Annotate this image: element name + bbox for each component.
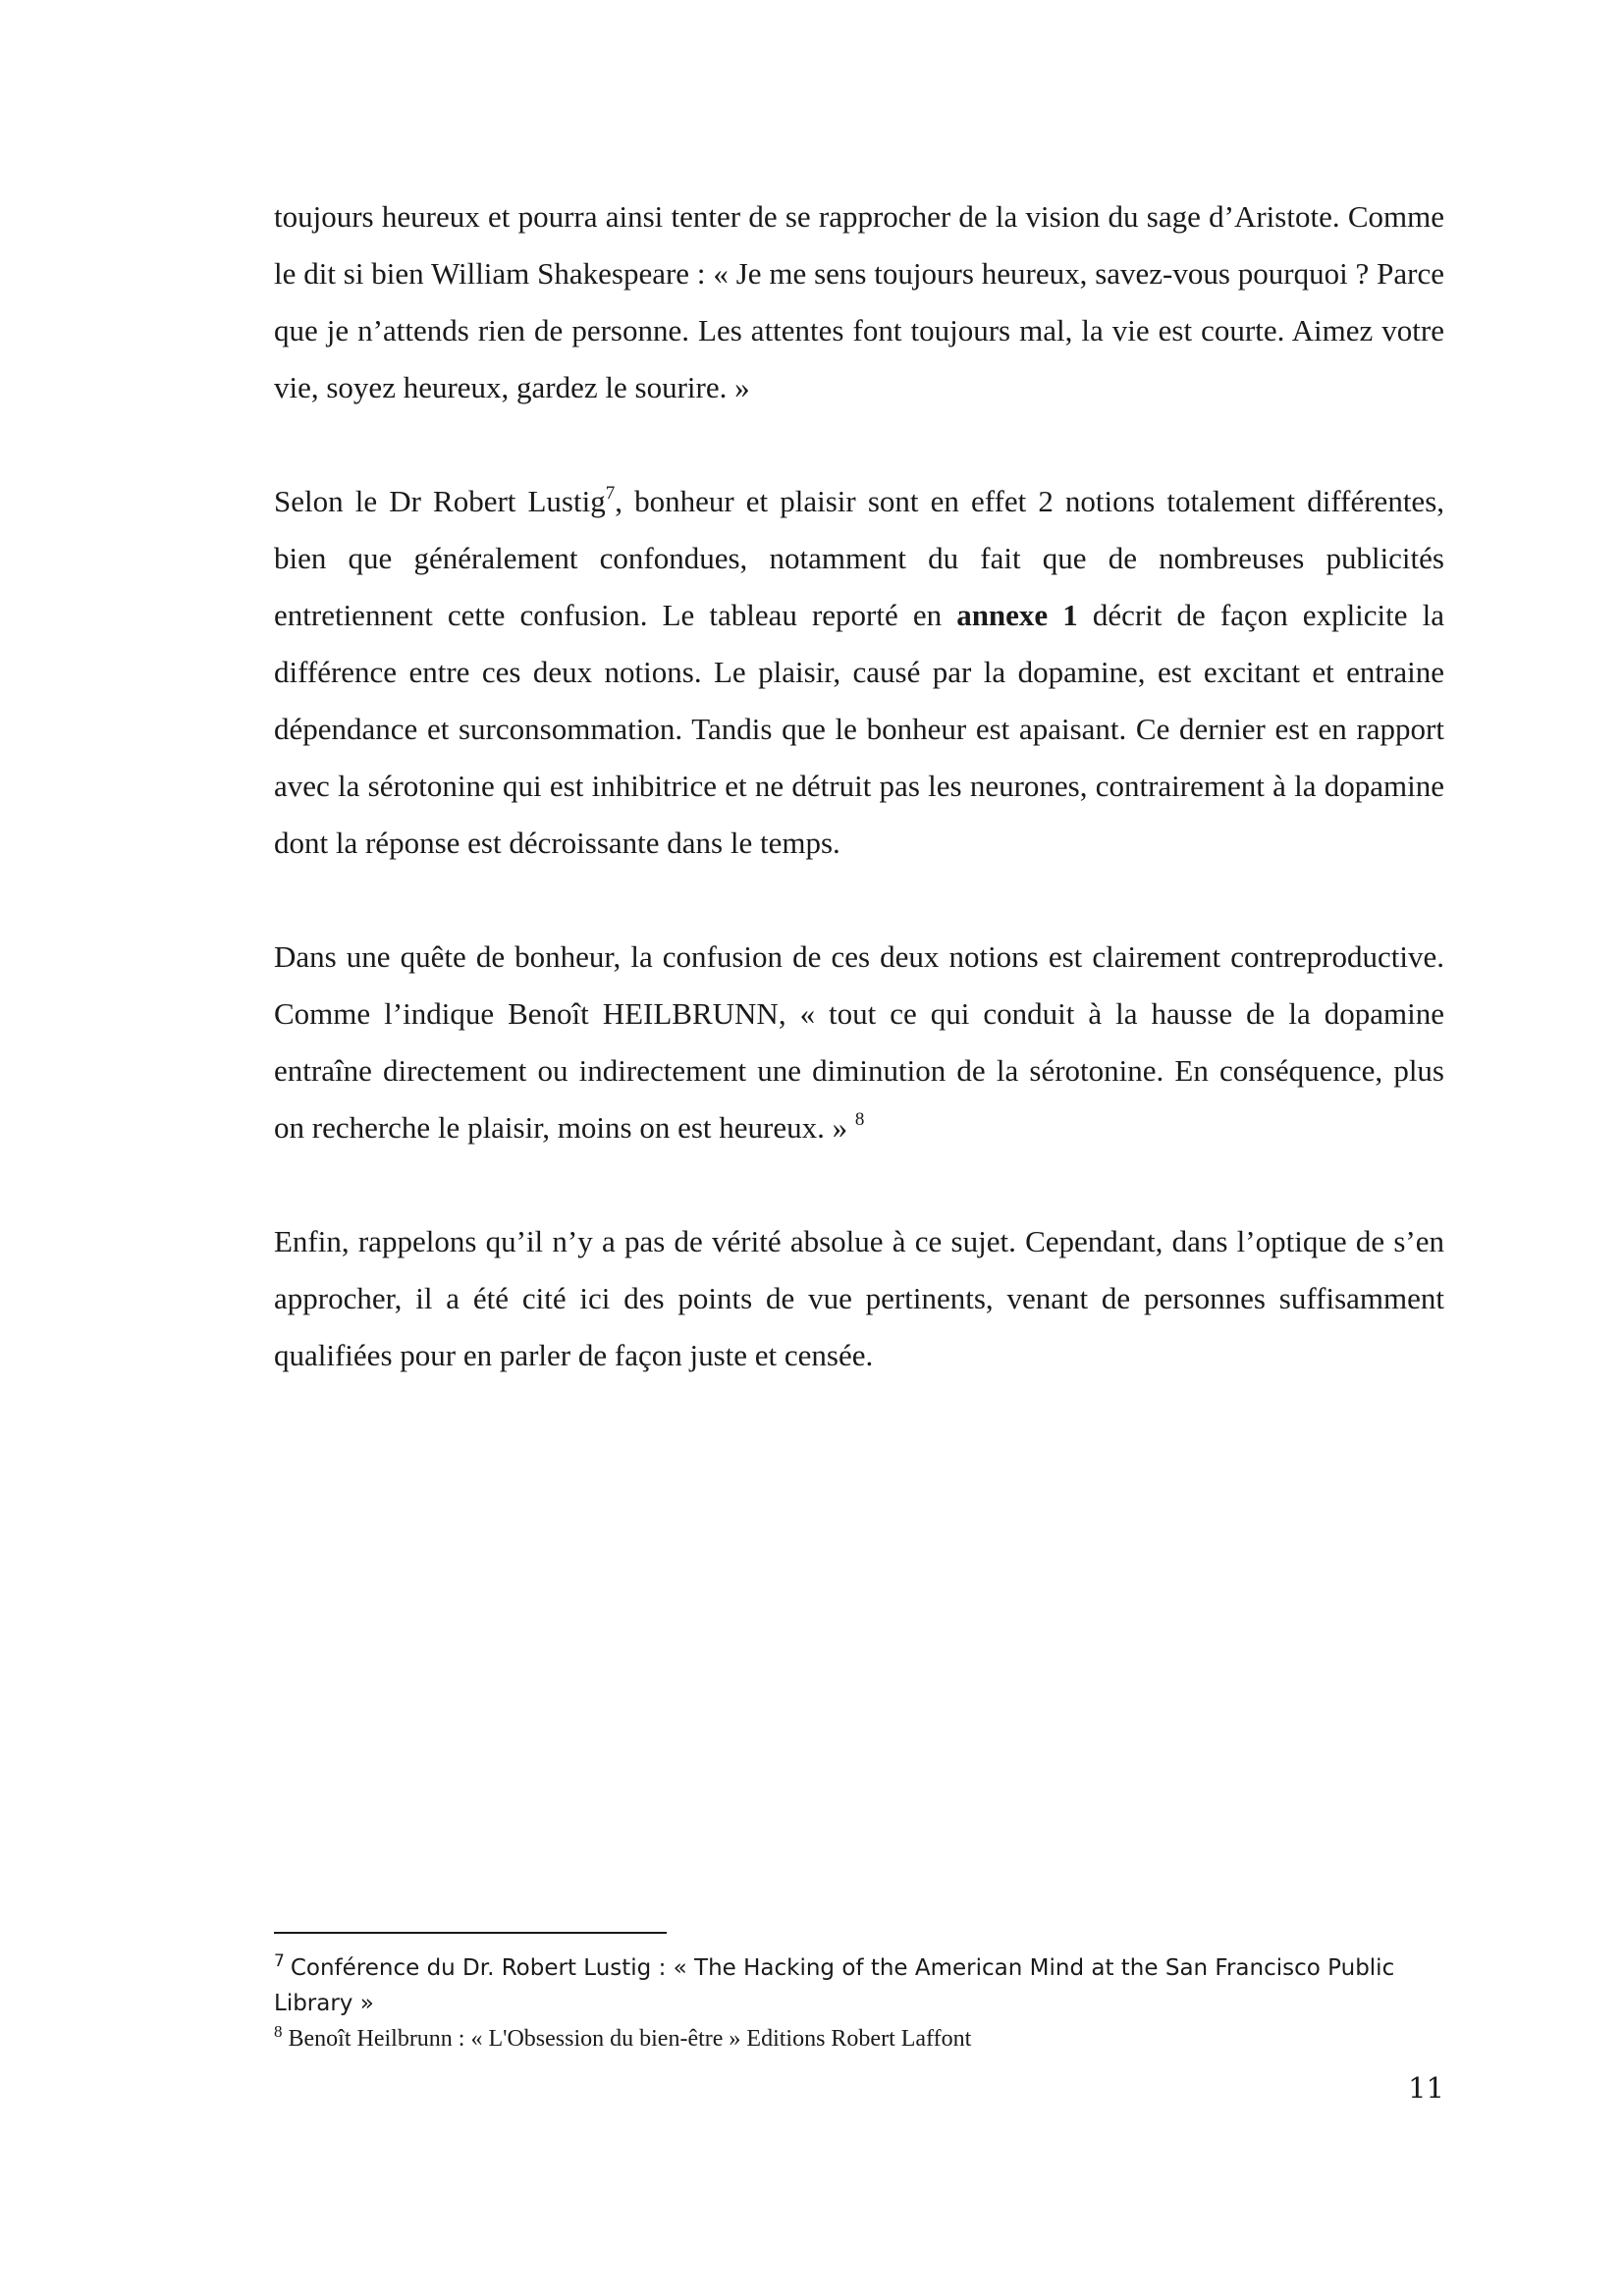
paragraph-3-text: Dans une quête de bonheur, la confusion de ces deux notions est clairement contreproductive. Comme l’indique Benoît HEILBRUNN, « tout ce qui conduit à la hausse de la dopamine entraîne directement ou indirectement une diminution de la sérotonine. En conséquence, plus on recherche le plaisir, moins on est heureux. » xyxy=(274,939,1444,1145)
paragraph-2-part-a: Selon le Dr Robert Lustig xyxy=(274,484,606,518)
footnote-ref-8[interactable]: 8 xyxy=(854,1108,865,1130)
footnotes xyxy=(274,1950,1444,2056)
annex-reference: annexe 1 xyxy=(956,598,1078,632)
paragraph-2-part-b: , bonheur et plaisir sont en effet 2 notions totalement différentes, bien que généralement confondues, notamment du fait que de nombreuses publicités entretiennent cette confusion. Le tableau reporté en xyxy=(274,484,1445,632)
paragraph-2 xyxy=(274,473,1444,872)
footnote-8-number: 8 xyxy=(274,2022,283,2041)
footnote-ref-7[interactable]: 7 xyxy=(605,482,616,504)
footnote-separator xyxy=(274,1932,667,1934)
footnote-7-number: 7 xyxy=(274,1951,285,1972)
footnote-8 xyxy=(274,2021,1444,2056)
body-text xyxy=(274,188,1444,1441)
footnote-7 xyxy=(274,1950,1444,2021)
paragraph-4: Enfin, rappelons qu’il n’y a pas de vérité absolue à ce sujet. Cependant, dans l’optique de s’en approcher, il a été cité ici des points de vue pertinents, venant de personnes suffisamment qualifiées pour en parler de façon juste et censée. xyxy=(274,1224,1444,1372)
page-number: 11 xyxy=(1408,2071,1444,2105)
paragraph-1: toujours heureux et pourra ainsi tenter de se rapprocher de la vision du sage d’Aristote. Comme le dit si bien William Shakespeare : « Je me sens toujours heureux, savez-vous pourquoi ? Parce que je n’attends rien de personne. Les attentes font toujours mal, la vie est courte. Aimez votre vie, soyez heureux, gardez le sourire. » xyxy=(274,199,1444,404)
footnote-8-text: Benoît Heilbrunn : « L'Obsession du bien-être » Editions Robert Laffont xyxy=(288,2026,972,2052)
paragraph-3 xyxy=(274,929,1444,1156)
paragraph-2-part-c: décrit de façon explicite la différence entre ces deux notions. Le plaisir, causé par la dopamine, est excitant et entraine dépendance et surconsommation. Tandis que le bonheur est apaisant. Ce dernier est en rapport avec la sérotonine qui est inhibitrice et ne détruit pas les neurones, contrairement à la dopamine dont la réponse est décroissante dans le temps. xyxy=(274,598,1444,860)
footnote-7-text: Conférence du Dr. Robert Lustig : « The Hacking of the American Mind at the San Francisco Public Library » xyxy=(274,1955,1395,2016)
